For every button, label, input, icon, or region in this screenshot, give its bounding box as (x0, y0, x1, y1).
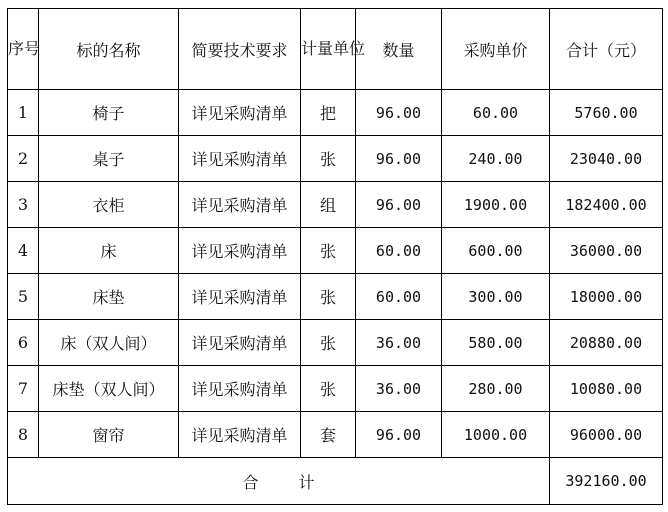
table-row (8, 228, 663, 274)
header-name: 标的名称 (39, 9, 179, 90)
table-row (8, 90, 663, 136)
header-unit: 计量单位 (301, 9, 356, 90)
cell-price: 60.00 (442, 90, 550, 136)
cell-qty: 60.00 (356, 274, 442, 320)
cell-seq: 7 (8, 366, 39, 412)
cell-qty: 96.00 (356, 90, 442, 136)
cell-name: 衣柜 (39, 182, 179, 228)
cell-price: 1900.00 (442, 182, 550, 228)
cell-unit: 张 (301, 136, 356, 182)
cell-qty: 96.00 (356, 136, 442, 182)
cell-spec: 详见采购清单 (179, 274, 301, 320)
cell-total: 5760.00 (550, 90, 663, 136)
cell-spec: 详见采购清单 (179, 366, 301, 412)
total-label-cell (8, 458, 550, 505)
cell-price: 580.00 (442, 320, 550, 366)
cell-seq: 5 (8, 274, 39, 320)
cell-spec: 详见采购清单 (179, 136, 301, 182)
cell-seq: 2 (8, 136, 39, 182)
cell-price: 1000.00 (442, 412, 550, 458)
cell-total: 20880.00 (550, 320, 663, 366)
header-price: 采购单价 (442, 9, 550, 90)
cell-total: 96000.00 (550, 412, 663, 458)
cell-name: 床垫（双人间） (39, 366, 179, 412)
cell-qty: 96.00 (356, 182, 442, 228)
procurement-table (7, 8, 663, 505)
cell-seq: 8 (8, 412, 39, 458)
cell-unit: 张 (301, 228, 356, 274)
cell-total: 182400.00 (550, 182, 663, 228)
cell-spec: 详见采购清单 (179, 182, 301, 228)
cell-seq: 1 (8, 90, 39, 136)
cell-name: 床（双人间） (39, 320, 179, 366)
cell-price: 300.00 (442, 274, 550, 320)
cell-spec: 详见采购清单 (179, 228, 301, 274)
cell-seq: 4 (8, 228, 39, 274)
cell-total: 10080.00 (550, 366, 663, 412)
cell-price: 280.00 (442, 366, 550, 412)
cell-total: 18000.00 (550, 274, 663, 320)
total-amount: 392160.00 (550, 458, 663, 505)
table-row (8, 182, 663, 228)
table-row (8, 136, 663, 182)
table-row (8, 366, 663, 412)
cell-name: 桌子 (39, 136, 179, 182)
total-row (8, 458, 663, 505)
cell-unit: 把 (301, 90, 356, 136)
header-qty: 数量 (356, 9, 442, 90)
table-row (8, 412, 663, 458)
table-row (8, 320, 663, 366)
header-total: 合计（元） (550, 9, 663, 90)
cell-qty: 60.00 (356, 228, 442, 274)
cell-unit: 张 (301, 274, 356, 320)
header-spec: 简要技术要求 (179, 9, 301, 90)
header-row (8, 9, 663, 90)
total-label: 合计 (242, 472, 355, 492)
cell-unit: 组 (301, 182, 356, 228)
cell-name: 床 (39, 228, 179, 274)
cell-name: 窗帘 (39, 412, 179, 458)
cell-name: 床垫 (39, 274, 179, 320)
cell-total: 23040.00 (550, 136, 663, 182)
cell-seq: 3 (8, 182, 39, 228)
cell-price: 240.00 (442, 136, 550, 182)
cell-name: 椅子 (39, 90, 179, 136)
cell-spec: 详见采购清单 (179, 320, 301, 366)
cell-total: 36000.00 (550, 228, 663, 274)
cell-qty: 96.00 (356, 412, 442, 458)
cell-qty: 36.00 (356, 320, 442, 366)
cell-spec: 详见采购清单 (179, 90, 301, 136)
cell-price: 600.00 (442, 228, 550, 274)
cell-unit: 张 (301, 320, 356, 366)
cell-seq: 6 (8, 320, 39, 366)
table-row (8, 274, 663, 320)
cell-unit: 张 (301, 366, 356, 412)
cell-unit: 套 (301, 412, 356, 458)
cell-qty: 36.00 (356, 366, 442, 412)
header-seq: 序号 (8, 9, 39, 90)
cell-spec: 详见采购清单 (179, 412, 301, 458)
